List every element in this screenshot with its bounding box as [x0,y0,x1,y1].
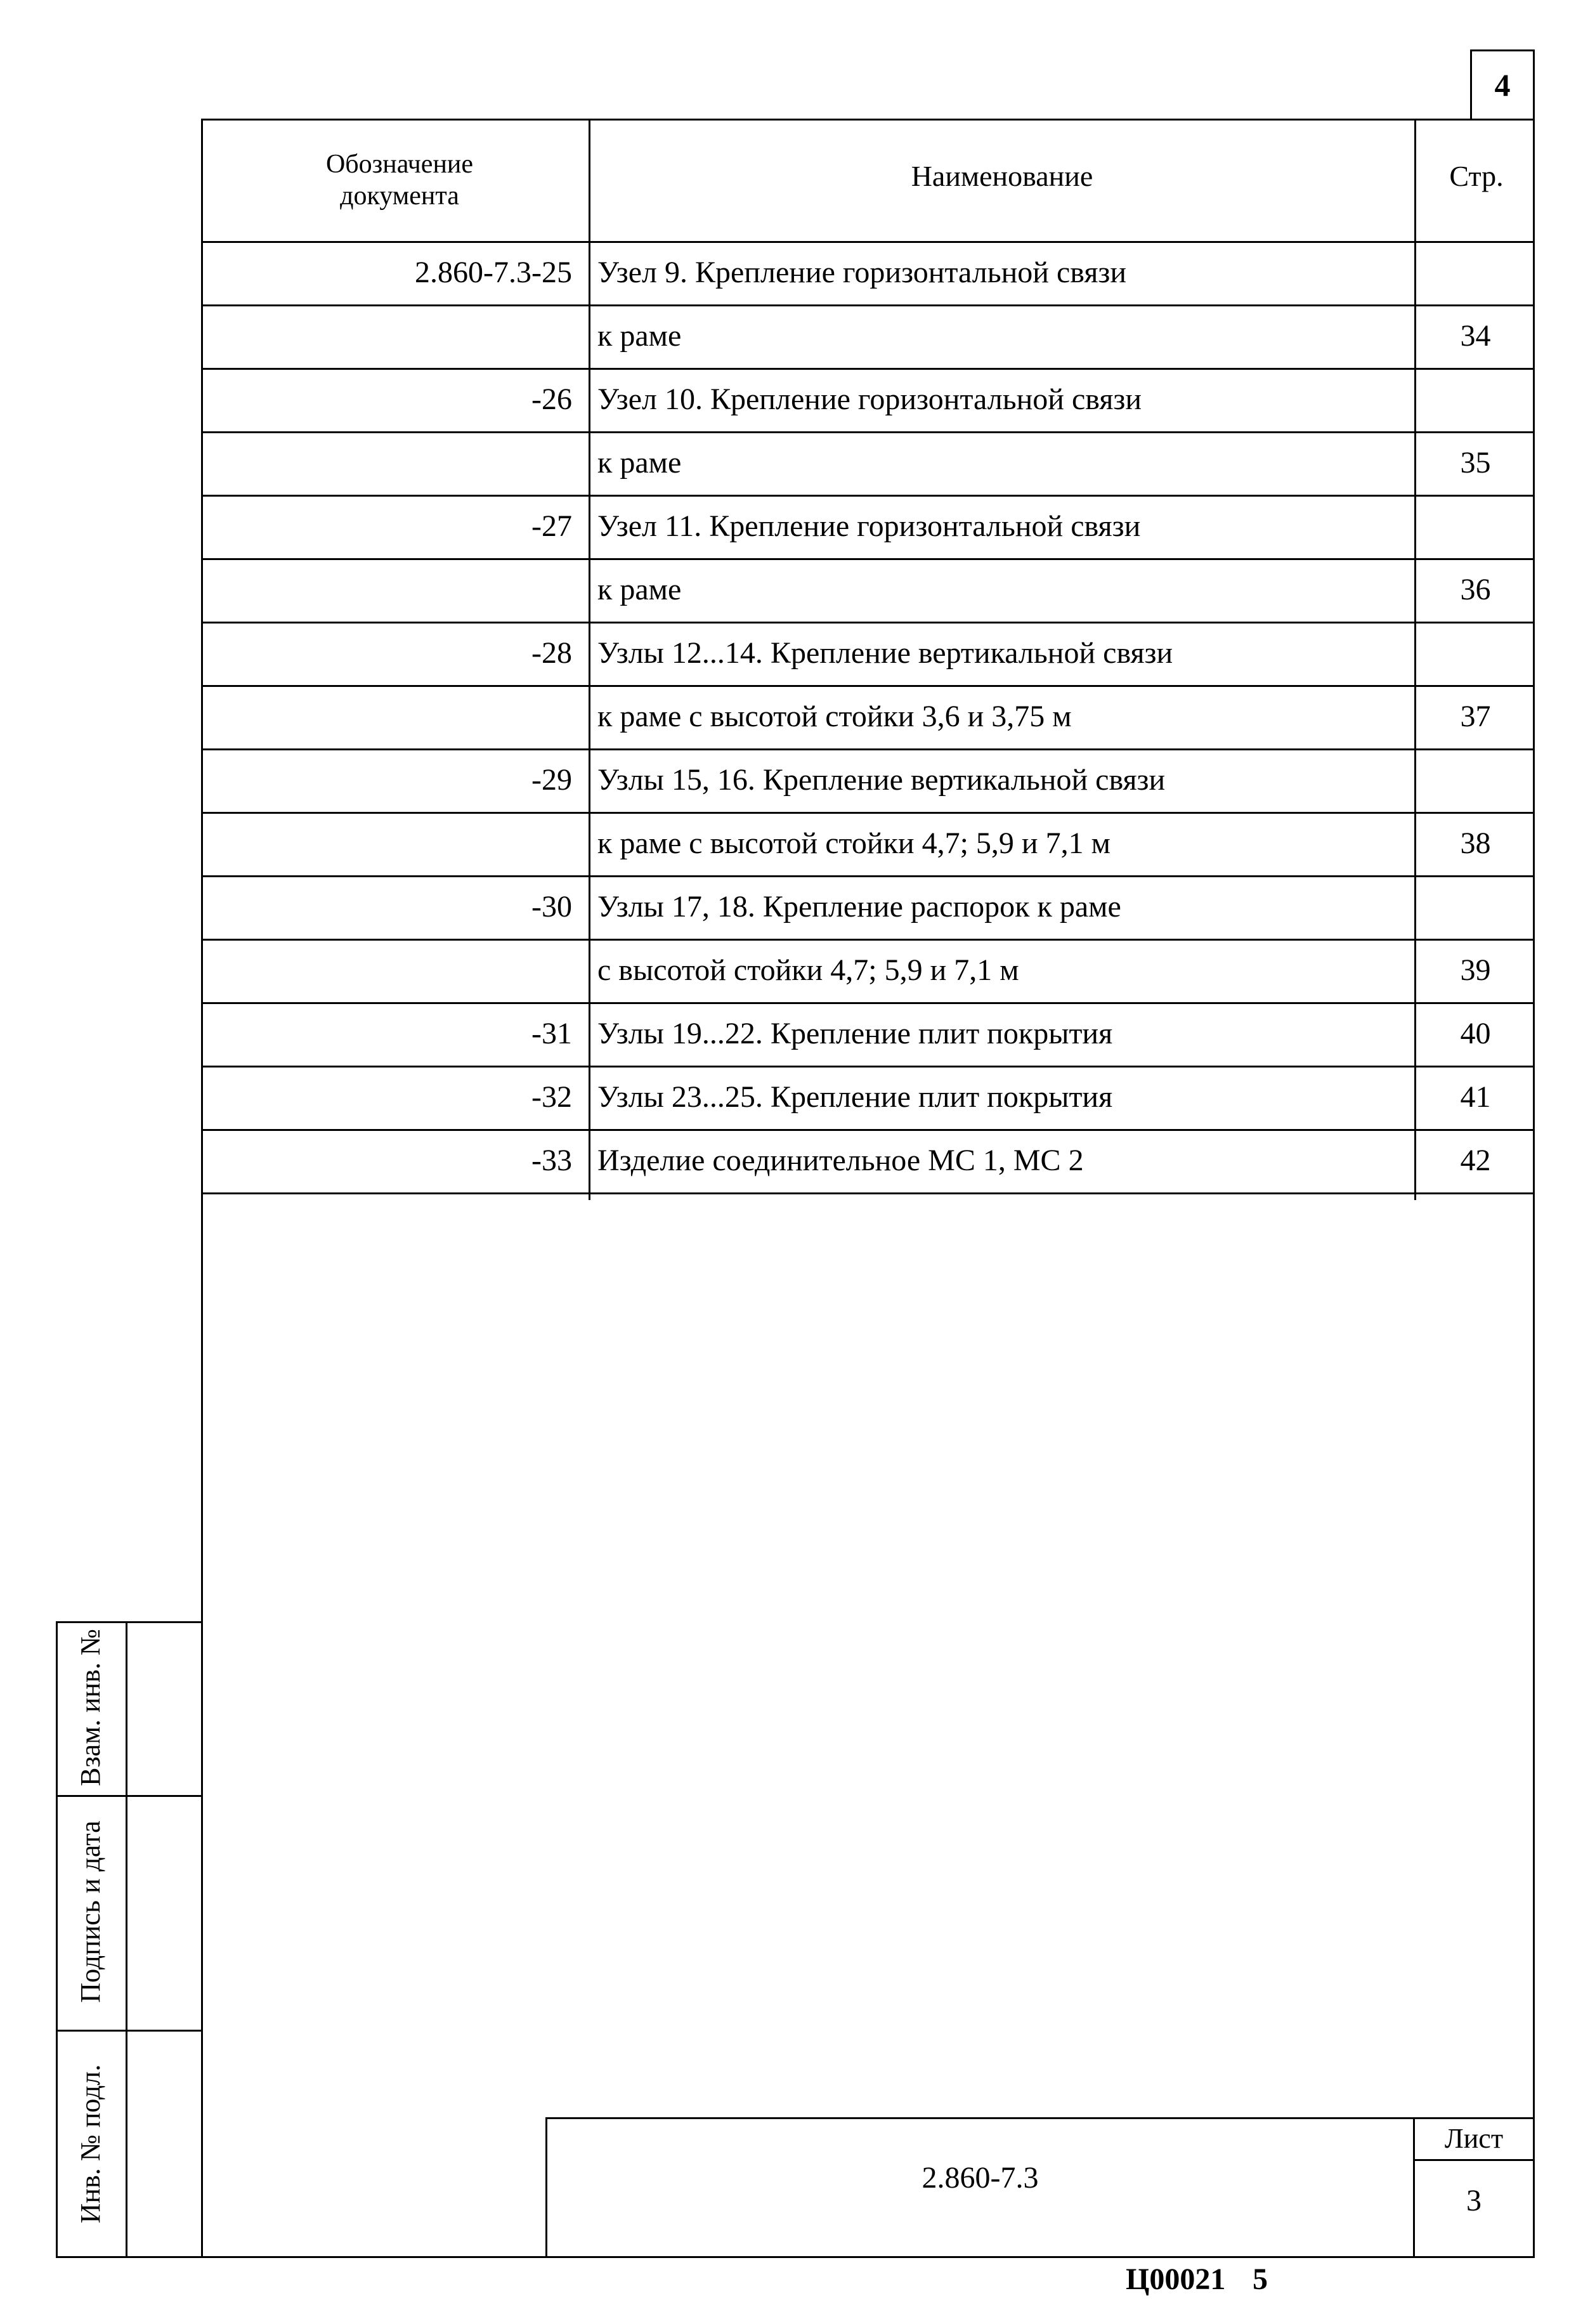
row-name: к раме с высотой стойки 3,6 и 3,75 м [597,700,1072,733]
row-bottom-line [201,748,1535,750]
row-name: Узел 11. Крепление горизонтальной связи [597,509,1141,543]
row-designation: 2.860-7.3-25 [415,256,572,289]
row-name: Узлы 17, 18. Крепление распорок к раме [597,890,1121,924]
row-name: Узлы 15, 16. Крепление вертикальной связи [597,763,1166,797]
header-page: Стр. [1449,160,1504,192]
row-bottom-line [201,1066,1535,1067]
row-page: 37 [1460,700,1491,733]
row-bottom-line [201,304,1535,306]
row-designation: -26 [531,382,572,416]
row-page: 36 [1460,573,1491,606]
row-designation: -28 [531,636,572,670]
side-stamp-divider [126,1621,127,2258]
row-page: 41 [1460,1080,1491,1114]
row-name: Узел 10. Крепление горизонтальной связи [597,382,1142,416]
row-page: 35 [1460,446,1491,480]
row-bottom-line [201,875,1535,877]
archive-page: 5 [1253,2262,1268,2296]
archive-code: Ц00021 [1126,2262,1226,2296]
sheet-badge-number: 4 [1494,67,1511,103]
row-bottom-line [201,1129,1535,1131]
row-designation: -32 [531,1080,572,1114]
row-name: с высотой стойки 4,7; 5,9 и 7,1 м [597,953,1019,987]
row-name: Узлы 12...14. Крепление вертикальной связи [597,636,1173,670]
row-page: 40 [1460,1017,1491,1050]
row-page: 38 [1460,826,1491,860]
side-stamp-inv: Инв. № подл. [75,2064,106,2224]
title-block-sheet-line [1413,2159,1535,2161]
header-bottom-line [201,241,1535,243]
row-bottom-line [201,812,1535,814]
row-designation: -27 [531,509,572,543]
row-bottom-line [201,368,1535,370]
row-name: Узел 9. Крепление горизонтальной связи [597,256,1127,289]
row-designation: -33 [531,1144,572,1177]
row-name: к раме [597,446,682,480]
row-bottom-line [201,685,1535,687]
row-name: к раме [597,319,682,353]
row-designation: -30 [531,890,572,924]
row-page: 34 [1460,319,1491,353]
side-stamp-vzam: Взам. инв. № [75,1629,106,1786]
sheet-number: 3 [1466,2184,1482,2217]
row-bottom-line [201,622,1535,623]
row-designation: -31 [531,1017,572,1050]
sheet-label: Лист [1444,2123,1504,2154]
row-bottom-line [201,558,1535,560]
row-bottom-line [201,1192,1535,1194]
row-name: к раме с высотой стойки 4,7; 5,9 и 7,1 м [597,826,1110,860]
row-name: Узлы 19...22. Крепление плит покрытия [597,1017,1113,1050]
row-bottom-line [201,495,1535,497]
col-divider-1 [589,119,590,1200]
row-name: Изделие соединительное МС 1, МС 2 [597,1144,1084,1177]
side-stamp-podpis: Подпись и дата [75,1820,106,2003]
header-designation: Обозначение документа [325,150,474,211]
row-bottom-line [201,431,1535,433]
doc-code: 2.860-7.3 [922,2161,1039,2195]
row-designation: -29 [531,763,572,797]
side-stamp-line-2 [56,2030,203,2032]
row-page: 42 [1460,1144,1491,1177]
header-name: Наименование [911,160,1093,192]
main-frame [201,119,1535,2258]
row-name: к раме [597,573,682,606]
row-bottom-line [201,1002,1535,1004]
row-page: 39 [1460,953,1491,987]
row-bottom-line [201,939,1535,941]
row-name: Узлы 23...25. Крепление плит покрытия [597,1080,1113,1114]
